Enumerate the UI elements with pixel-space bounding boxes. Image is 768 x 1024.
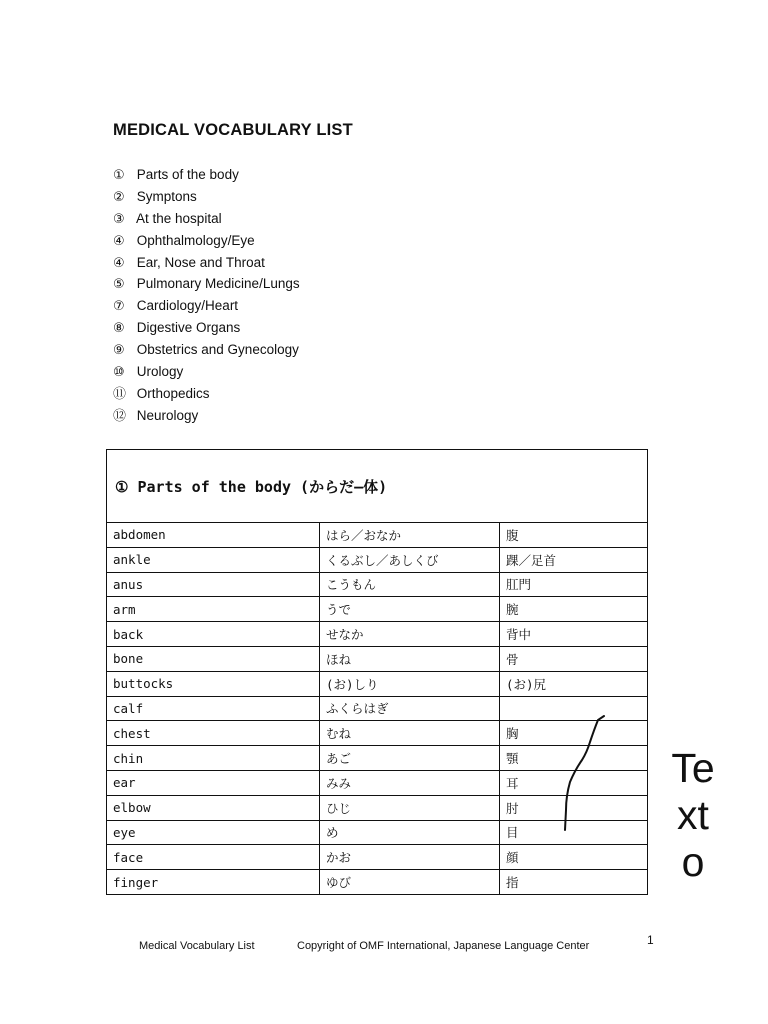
kanji-cell: 耳 [500, 770, 648, 795]
toc-item-label: At the hospital [136, 210, 222, 226]
english-cell: elbow [107, 795, 320, 820]
kana-cell: ゆび [320, 870, 500, 895]
table-row [107, 572, 648, 597]
kana-cell: はら／おなか [320, 523, 500, 548]
kana-cell: め [320, 820, 500, 845]
english-cell: buttocks [107, 671, 320, 696]
handwritten-stroke [560, 712, 610, 834]
english-cell: bone [107, 646, 320, 671]
kana-cell: ひじ [320, 795, 500, 820]
kana-cell: (お)しり [320, 671, 500, 696]
toc-item-number: ⑫ [113, 408, 127, 424]
toc-item-label: Urology [136, 364, 184, 380]
english-cell: abdomen [107, 523, 320, 548]
toc-item-number: ⑦ [113, 299, 125, 315]
kana-cell: ほね [320, 646, 500, 671]
toc-item [113, 210, 300, 232]
toc-item [113, 385, 300, 407]
toc-item-label: Digestive Organs [136, 320, 241, 336]
table-row [107, 646, 648, 671]
toc-item-label: Obstetrics and Gynecology [136, 342, 299, 358]
english-cell: face [107, 845, 320, 870]
english-cell: finger [107, 870, 320, 895]
kanji-cell: 胸 [500, 721, 648, 746]
kana-cell: むね [320, 721, 500, 746]
document-title: MEDICAL VOCABULARY LIST [113, 121, 353, 139]
kana-cell: くるぶし／あしくび [320, 547, 500, 572]
kanji-cell: 腕 [500, 597, 648, 622]
table-row [107, 671, 648, 696]
toc-item-number: ① [113, 168, 125, 183]
toc-item [113, 407, 300, 429]
table-row [107, 870, 648, 895]
kana-cell: みみ [320, 770, 500, 795]
kana-cell: せなか [320, 622, 500, 647]
toc-item [113, 188, 300, 210]
page-number: 1 [647, 933, 654, 947]
kanji-cell: 背中 [500, 622, 648, 647]
toc-item-number: ⑩ [113, 365, 125, 381]
section-heading: ① Parts of the body (からだ―体) [107, 450, 648, 523]
kanji-cell: 顎 [500, 746, 648, 771]
overlay-text: Texto [671, 745, 715, 885]
toc-item-number: ③ [113, 211, 125, 227]
kanji-cell: 顔 [500, 845, 648, 870]
toc-item [113, 319, 300, 341]
english-cell: back [107, 622, 320, 647]
toc-item [113, 275, 300, 297]
toc-item [113, 166, 300, 188]
table-row [107, 547, 648, 572]
kanji-cell: 肘 [500, 795, 648, 820]
toc-item-number: ⑤ [113, 277, 125, 293]
kanji-cell: 指 [500, 870, 648, 895]
kanji-cell: 踝／足首 [500, 547, 648, 572]
kana-cell: こうもん [320, 572, 500, 597]
english-cell: chin [107, 746, 320, 771]
toc-item-number: ② [113, 189, 125, 205]
toc-item-number: ④ [113, 233, 125, 249]
kanji-cell: 腹 [500, 523, 648, 548]
toc-item-number: ⑪ [113, 386, 127, 402]
table-row [107, 845, 648, 870]
toc-item-label: Cardiology/Heart [136, 298, 239, 314]
toc-item-label: Orthopedics [136, 385, 210, 401]
toc-item-label: Neurology [136, 407, 199, 423]
footer-document-name: Medical Vocabulary List [139, 940, 255, 952]
kanji-cell: (お)尻 [500, 671, 648, 696]
kana-cell: ふくらはぎ [320, 696, 500, 721]
toc-item-label: Symptons [136, 188, 197, 204]
toc-item-label: Parts of the body [136, 167, 239, 182]
toc-item-number: ④ [113, 255, 125, 271]
kanji-cell: 目 [500, 820, 648, 845]
toc-item-label: Ear, Nose and Throat [136, 254, 265, 270]
english-cell: eye [107, 820, 320, 845]
kanji-cell: 骨 [500, 646, 648, 671]
kanji-cell: 肛門 [500, 572, 648, 597]
kana-cell: かお [320, 845, 500, 870]
english-cell: calf [107, 696, 320, 721]
kana-cell: あご [320, 746, 500, 771]
toc-item-number: ⑨ [113, 343, 125, 359]
toc-item-label: Pulmonary Medicine/Lungs [136, 276, 300, 292]
toc-item [113, 254, 300, 276]
toc-item [113, 297, 300, 319]
toc-item-label: Ophthalmology/Eye [136, 232, 255, 248]
table-row [107, 622, 648, 647]
toc-item-number: ⑧ [113, 321, 125, 337]
footer-copyright: Copyright of OMF International, Japanese Language Center [297, 940, 590, 952]
toc-item [113, 232, 300, 254]
table-row [107, 597, 648, 622]
kana-cell: うで [320, 597, 500, 622]
english-cell: chest [107, 721, 320, 746]
english-cell: arm [107, 597, 320, 622]
english-cell: ankle [107, 547, 320, 572]
english-cell: anus [107, 572, 320, 597]
toc-item [113, 341, 300, 363]
english-cell: ear [107, 770, 320, 795]
table-row [107, 523, 648, 548]
toc-item [113, 363, 300, 385]
table-of-contents [113, 166, 300, 429]
table-header-row [107, 450, 648, 523]
